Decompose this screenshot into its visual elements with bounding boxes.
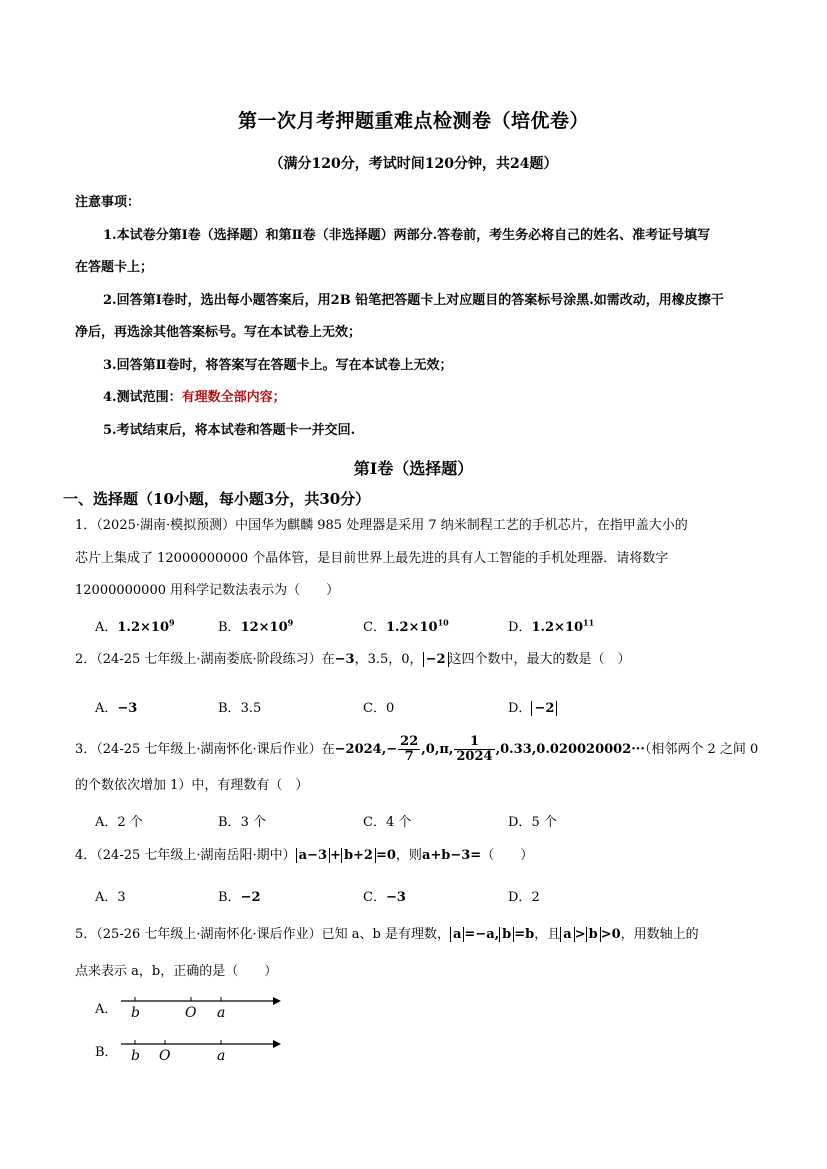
number-line-a (95, 995, 295, 1021)
q4-stem: 4．（24-25 七年级上·湖南岳阳·期中） a−3 + b+2 =0，则a+b−3=（ ） (75, 848, 534, 863)
q4-option-d[interactable]: D．2 (508, 890, 540, 905)
notice-item-4 (75, 388, 795, 408)
q4-options (95, 886, 795, 906)
q1-line3: 12000000000 用科学记数法表示为（ ） (75, 583, 340, 598)
q2-option-c[interactable]: C．0 (363, 701, 395, 716)
q3-option-c[interactable]: C．4 个 (363, 815, 412, 830)
point-a: a (217, 1005, 226, 1021)
option-letter: B． (95, 1045, 118, 1060)
q1-line2: 芯片上集成了 12000000000 个晶体管，是目前世界上最先进的具有人工智能的手机处理器．请将数字 (75, 551, 669, 566)
q2-options (95, 697, 795, 717)
q1-line1: 1．（2025·湖南·模拟预测）中国华为麒麟 985 处理器是采用 7 纳米制程工艺的手机芯片，在指甲盖大小的 (75, 518, 688, 533)
q2-option-d[interactable]: D． −2 (508, 697, 557, 716)
page-title: 第一次月考押题重难点检测卷（培优卷） (237, 110, 589, 132)
notice-heading: 注意事项： (75, 195, 141, 210)
q2-option-b[interactable]: B．3.5 (218, 701, 262, 716)
q1-options (95, 616, 795, 636)
q3-option-a[interactable]: A．2 个 (95, 815, 143, 830)
q4-option-b[interactable]: B．−2 (218, 890, 261, 905)
q4-option-c[interactable]: C．−3 (363, 890, 406, 905)
point-b: b (131, 1048, 140, 1064)
q1-option-b[interactable]: B．$12\times 10^9$ (218, 617, 294, 635)
section-heading: 一、选择题（10小题，每小题3分，共30分） (63, 490, 371, 508)
q3-option-b[interactable]: B．3 个 (218, 815, 266, 830)
q1-option-d[interactable]: D．$1.2\times 10^{11}$ (508, 617, 595, 635)
notice-item-3: 3.回答第Ⅱ卷时，将答案写在答题卡上。写在本试卷上无效； (103, 358, 453, 373)
origin-o: O (159, 1048, 171, 1064)
q1-option-c[interactable]: C．$1.2\times 10^{10}$ (363, 617, 449, 635)
q3-options (95, 811, 795, 831)
q3-line2: 的个数依次增加 1）中，有理数有（ ） (75, 778, 309, 793)
notice-item-1-cont: 在答题卡上； (75, 260, 154, 275)
origin-o: O (185, 1005, 197, 1021)
q2-option-a[interactable]: A．−3 (95, 701, 138, 716)
fraction-1-2024: $\frac{1}{2024}$ (456, 734, 493, 764)
notice-item-2: 2.回答第Ⅰ卷时，选出每小题答案后，用2B 铅笔把答题卡上对应题目的答案标号涂黑.如需改动，用橡皮擦干 (103, 293, 724, 308)
option-letter: A． (95, 1002, 118, 1017)
q3-stem: 3．（24-25 七年级上·湖南怀化·课后作业）在−2024,− $\frac{22}{7}$ ,0,π, $\frac{1}{2024}$ ,0.33,0.020020002···（相邻两个 2 之间 0 (75, 734, 759, 764)
section-title: 第Ⅰ卷（选择题） (353, 459, 474, 478)
notice-item-5: 5.考试结束后，将本试卷和答题卡一并交回. (103, 423, 356, 438)
q5-stem: 5．（25-26 七年级上·湖南怀化·课后作业）已知 a、b 是有理数， a =−a, b =b，且 a > b >0，用数轴上的 (75, 927, 699, 942)
number-line-b (95, 1038, 295, 1064)
point-a: a (217, 1048, 226, 1064)
notice-item-2-cont: 净后，再选涂其他答案标号。写在本试卷上无效； (75, 325, 362, 340)
notice-item-1-line1: 1.本试卷分第Ⅰ卷（选择题）和第Ⅱ卷（非选择题）两部分.答卷前，考生务必将自己的姓名、准考证号填写 (103, 228, 711, 243)
q2-stem: 2．（24-25 七年级上·湖南娄底·阶段练习）在−3，3.5，0， −2 这四个数中，最大的数是（ ） (75, 652, 631, 667)
test-range: 有理数全部内容； (181, 390, 286, 405)
q4-option-a[interactable]: A．3 (95, 890, 126, 905)
q1-option-a[interactable]: A．$1.2\times 10^9$ (95, 617, 175, 635)
notice-item-1 (75, 226, 795, 246)
point-b: b (131, 1005, 140, 1021)
q3-option-d[interactable]: D．5 个 (508, 815, 557, 830)
fraction-22-7: $\frac{22}{7}$ (400, 734, 419, 764)
notice-item-4-prefix: 4.测试范围： (103, 390, 182, 405)
page-subtitle: （满分120分，考试时间120分钟，共24题） (269, 156, 558, 172)
q5-line2: 点来表示 a，b，正确的是（ ） (75, 964, 278, 979)
